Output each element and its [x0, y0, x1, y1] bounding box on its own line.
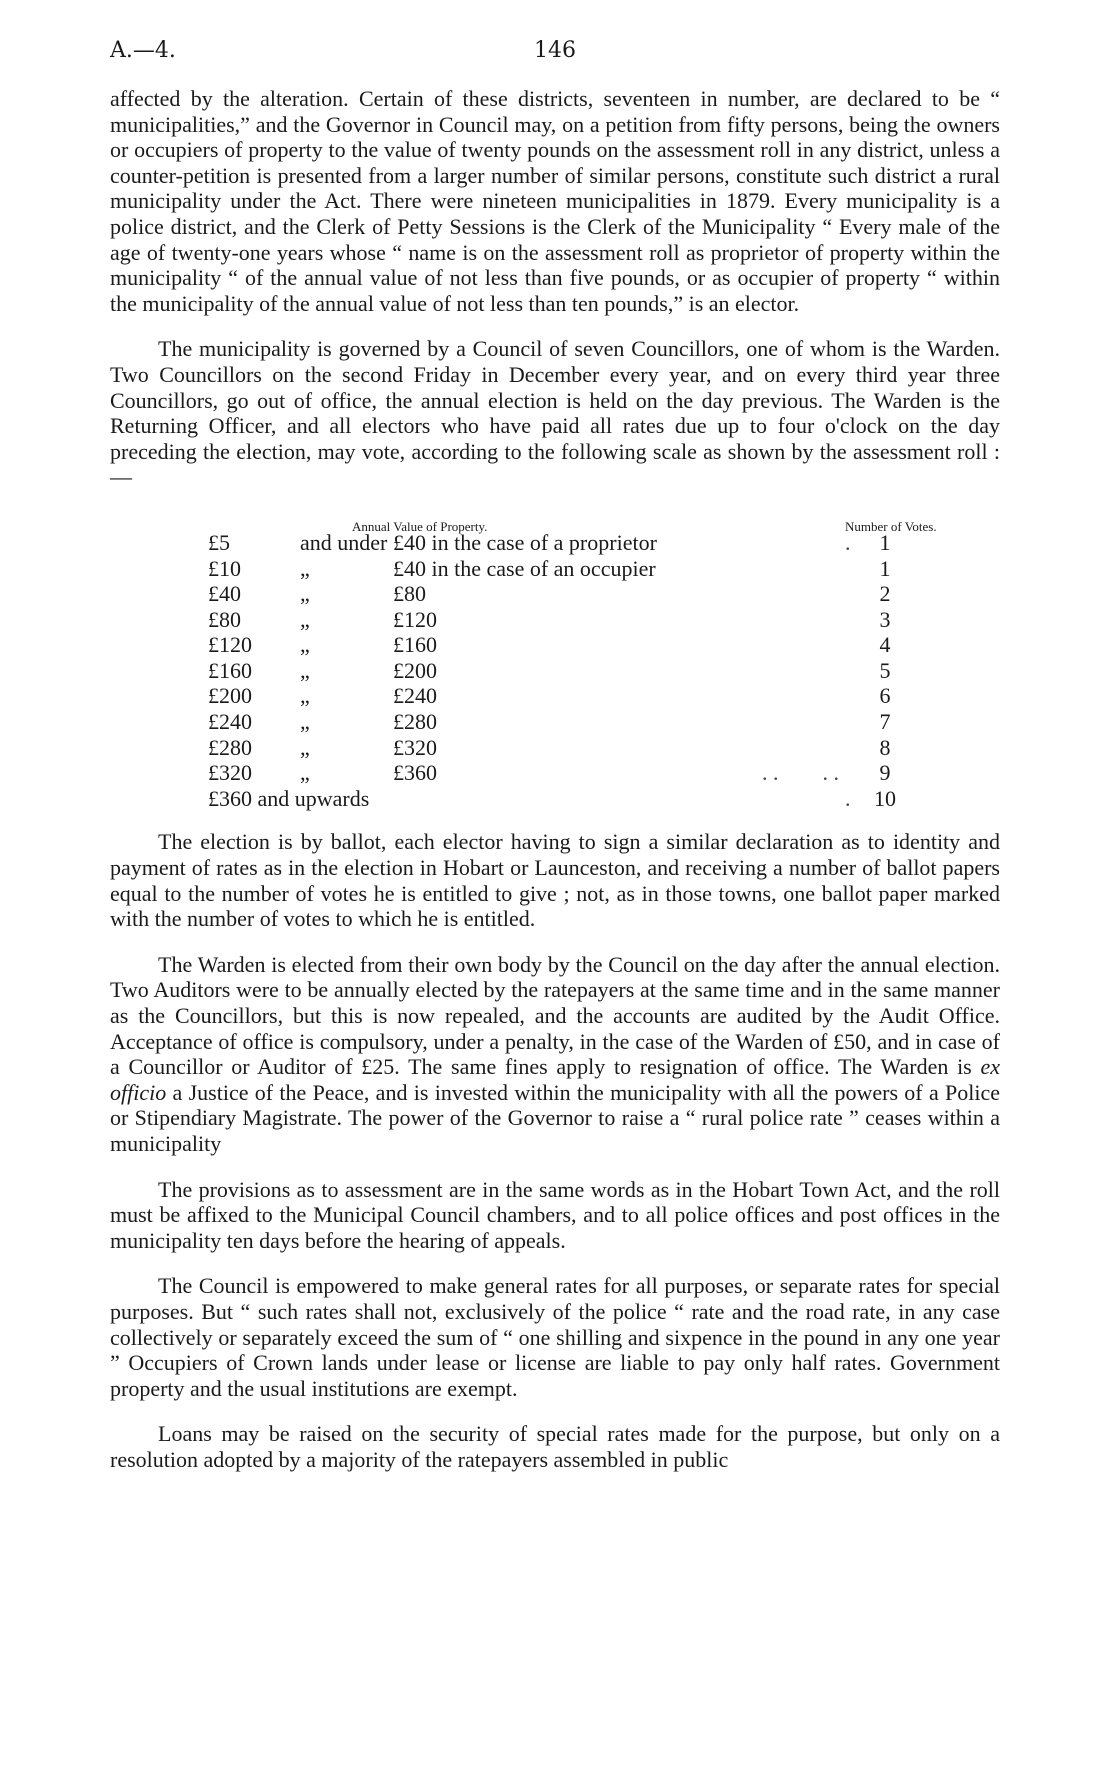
value-from: £120	[208, 632, 252, 658]
table-row	[110, 709, 1000, 735]
table-row	[110, 632, 1000, 658]
paragraph-5: The provisions as to assessment are in the same words as in the Hobart Town Act, and the roll must be affixed to the Municipal Council chambers, and to all police offices and post offices in the municipality ten days before the hearing of appeals.	[110, 1176, 1000, 1253]
table-row	[110, 556, 1000, 582]
value-to: £80	[393, 581, 426, 607]
votes-count: 6	[879, 683, 891, 709]
value-to: £280	[393, 709, 437, 735]
value-connector: „	[300, 555, 310, 581]
value-connector: and under	[300, 529, 388, 555]
page-body	[110, 86, 1000, 1493]
votes-count: 10	[874, 785, 896, 811]
paragraph-6: The Council is empowered to make general rates for all purposes, or separate rates for special purposes. But “ such rates shall not, exclusively of the police “ rate and the road rate, in any case collectively or separately exceed the sum of “ one shilling and sixpence in the pound in any one year ” Occupiers of Crown lands under lease or license are liable to pay only half rates. Government property and the usual institutions are exempt.	[110, 1273, 1000, 1401]
value-connector: „	[300, 760, 310, 786]
page-number: 146	[534, 38, 576, 63]
leader-dots: .	[845, 529, 851, 555]
value-from: £320	[208, 760, 252, 786]
leader-dots: .	[845, 785, 851, 811]
table-row	[110, 760, 1000, 786]
annual-value-header: Annual Value of Property.	[352, 518, 488, 534]
value-connector: „	[300, 581, 310, 607]
votes-count: 1	[879, 555, 891, 581]
paragraph-2: The municipality is governed by a Council of seven Councillors, one of whom is the Warden. Two Councillors on the second Friday in December every year, and on every third year three Councillors, go out of office, the annual election is held on the day previous. The Warden is the Returning Officer, and all electors who have paid all rates due up to four o'clock on the day preceding the election, may vote, according to the following scale as shown by the assessment roll :—	[110, 336, 1000, 490]
value-to: £320	[393, 734, 437, 760]
votes-count: 9	[879, 760, 891, 786]
value-to: £240	[393, 683, 437, 709]
document-reference: A.—4.	[110, 38, 176, 63]
table-row	[110, 530, 1000, 556]
table-row	[110, 581, 1000, 607]
votes-count: 8	[879, 734, 891, 760]
value-connector: „	[300, 606, 310, 632]
paragraph-1: affected by the alteration. Certain of these districts, seventeen in number, are declared to be “ municipalities,” and the Governor in Council may, on a petition from fifty persons, being the owners or occupiers of property to the value of twenty pounds on the assessment roll in any district, unless a counter-petition is presented from a larger number of similar persons, constitute such district a rural municipality under the Act. There were nineteen municipalities in 1879. Every municipality is a police district, and the Clerk of Petty Sessions is the Clerk of the Municipality “ Every male of the age of twenty-one years whose “ name is on the assessment roll as proprietor of property within the municipality “ of the annual value of not less than five pounds, or as occupier of property “ within the municipality of the annual value of not less than ten pounds,” is an elector.	[110, 86, 1000, 316]
value-connector: „	[300, 632, 310, 658]
table-row	[110, 735, 1000, 761]
value-to: £360	[393, 760, 437, 786]
value-connector: „	[300, 683, 310, 709]
table-rows	[110, 530, 1000, 812]
paragraph-4-text-b: a Justice of the Peace, and is invested within the municipality with all the powers of a Police or Stipendiary Magistrate. The power of the Governor to raise a “ rural police rate ” ceases within a municipality	[110, 1079, 1000, 1156]
table-row	[110, 607, 1000, 633]
votes-scale-table	[110, 510, 1000, 812]
table-header	[110, 510, 1000, 534]
page-header	[110, 38, 1000, 68]
value-to: £40 in the case of an occupier	[393, 555, 656, 581]
ex-officio-italic: ex officio	[110, 1054, 1000, 1105]
paragraph-4-text-a: The Warden is elected from their own body by the Council on the day after the annual election. Two Auditors were to be annually elected by the ratepayers at the same time and in the same manner as the Councillors, but this is now repealed, and the accounts are audited by the Audit Office. Acceptance of office is compulsory, under a penalty, in the case of the Warden of £50, and in case of a Councillor or Auditor of £25. The same fines apply to resignation of office. The Warden is	[110, 951, 1000, 1080]
value-from: £160	[208, 657, 252, 683]
value-to: £200	[393, 657, 437, 683]
votes-count: 1	[879, 529, 891, 555]
value-from: £280	[208, 734, 252, 760]
paragraph-7: Loans may be raised on the security of special rates made for the purpose, but only on a resolution adopted by a majority of the ratepayers assembled in public	[110, 1421, 1000, 1472]
table-row	[110, 658, 1000, 684]
value-from: £40	[208, 581, 241, 607]
votes-count: 3	[879, 606, 891, 632]
votes-count: 2	[879, 581, 891, 607]
paragraph-4	[110, 952, 1000, 1157]
value-from: £80	[208, 606, 241, 632]
paragraph-3: The election is by ballot, each elector having to sign a similar declaration as to identity and payment of rates as in the election in Hobart or Launceston, and receiving a number of ballot papers equal to the number of votes he is entitled to give ; not, as in those towns, one ballot paper marked with the number of votes to which he is entitled.	[110, 829, 1000, 932]
value-connector: „	[300, 709, 310, 735]
value-from: £10	[208, 555, 241, 581]
table-row	[110, 786, 1000, 812]
table-row	[110, 683, 1000, 709]
value-connector: „	[300, 734, 310, 760]
votes-count: 5	[879, 657, 891, 683]
value-from: £5	[208, 529, 230, 555]
votes-count: 7	[879, 709, 891, 735]
leader-dots: . . . .	[762, 760, 839, 786]
value-from: £200	[208, 683, 252, 709]
votes-count: 4	[879, 632, 891, 658]
value-connector: „	[300, 657, 310, 683]
value-from: £240	[208, 709, 252, 735]
value-from: £360 and upwards	[208, 785, 370, 811]
value-to: £40 in the case of a proprietor	[393, 529, 657, 555]
value-to: £160	[393, 632, 437, 658]
number-of-votes-header: Number of Votes.	[845, 518, 937, 534]
value-to: £120	[393, 606, 437, 632]
